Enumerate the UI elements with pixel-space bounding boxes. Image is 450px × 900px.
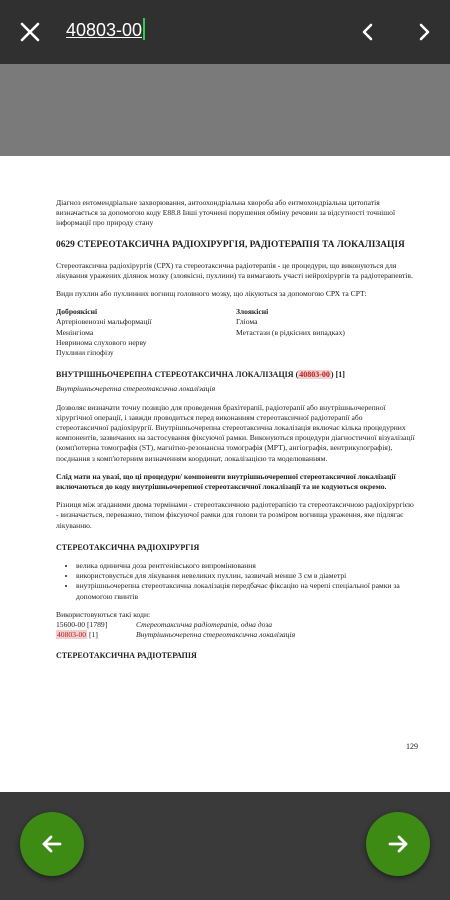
subsection-italic: Внутрішньочерепна стереотаксична локалізація — [56, 384, 216, 394]
column-header: Доброякісні — [56, 307, 98, 317]
paragraph: Стереотаксична радіохірургія (СРХ) та стереотаксична радіотерапія - це процедури, що виконуються для лікування уражених ділянок мозку (злоякісні, пухлини) та вимагають участі нейрохірургів та радіотерапевтів. — [56, 260, 413, 280]
previous-match-button[interactable] — [354, 18, 382, 46]
list-item: Артеріовенозні мальформації — [56, 317, 152, 327]
previous-page-button[interactable] — [20, 812, 84, 876]
paragraph: Дозволяє визначати точну позицію для проведення брахітерапії, радіотерапії або внутрішньочерепної хірургічної операції, і завжди проводиться перед виконанням стереотаксичної радіотерапії або стереотаксичної радіохірургії. Внутрішньочерепна стереотаксична локалізація включає кілька процедурних компонентів, зазвичаних на застосування фіксуючої рамки. Виконуються процедури діагностичної візуалізації (комп'ютерна томографія (ST), магнітно-резонансна томографія (МРТ), ангіографія, вентрикулографія), поєднання з комп'ютерним визначенням координат, локалізацією та моделюванням. — [56, 402, 415, 463]
list-item: Менінгіома — [56, 327, 94, 337]
codes-label: Використовуються такі коди: — [56, 609, 151, 619]
page-navigation-bar — [0, 792, 450, 900]
bullet-list — [76, 561, 416, 602]
close-button[interactable] — [14, 16, 46, 48]
note-paragraph: Слід мати на увазі, що ці процедури/ компоненти внутрішньочерепної стереотаксичної локалізації включаються до коду внутрішньочерепної стереотаксичної локалізації та не кодуються окремо. — [56, 471, 396, 492]
bullet-item: • внутрішньочерепна стереотаксична локалізація передбачає фіксацію на черепі спеціальної рамки за допомогою гвинтів — [76, 581, 416, 601]
bullet-item: • використовується для лікування невеликих пухлин, зазвичай менше 3 см в діаметрі — [76, 571, 416, 581]
paragraph: Різниця між згаданими двома термінами - стереотаксичною радіотерапією та стереотаксичною радіохірургією - визначається, переважно, типом фіксуючої рамки для голови та розміром вогнища ураження, яке підлягає лікуванню. — [56, 500, 414, 530]
document-content — [56, 198, 416, 669]
tumor-types-table — [56, 307, 416, 358]
code-description: Внутрішньочерепна стереотаксична локалізація — [136, 630, 296, 640]
code-cell: 15600-00 [1789] — [56, 620, 108, 630]
find-toolbar — [0, 0, 450, 64]
malignant-column — [236, 307, 416, 358]
code-description: Стереотаксична радіотерапія, одна доза — [136, 620, 273, 630]
code-ref: [1] — [335, 370, 345, 380]
list-item: Невринома слухового нерву — [56, 337, 147, 347]
radiosurgery-heading: СТЕРЕОТАКСИЧНА РАДІОХІРУРГІЯ — [56, 542, 200, 552]
subsection-heading: ВНУТРІШНЬОЧЕРЕПНА СТЕРЕОТАКСИЧНА ЛОКАЛІЗАЦІЯ (40803-00) [1] — [56, 370, 345, 380]
search-input-value: 40803-00 — [66, 20, 143, 40]
text-caret — [143, 18, 145, 40]
viewer-background — [0, 64, 450, 156]
arrow-right-icon — [384, 830, 412, 858]
search-highlight: 40803-00 — [299, 370, 330, 380]
subsection-title: ВНУТРІШНЬОЧЕРЕПНА СТЕРЕОТАКСИЧНА ЛОКАЛІЗАЦІЯ — [56, 370, 294, 380]
code-cell — [56, 630, 136, 640]
arrow-left-icon — [38, 830, 66, 858]
close-icon — [14, 16, 46, 48]
page-number: 129 — [406, 742, 418, 751]
next-page-button[interactable] — [366, 812, 430, 876]
chevron-left-icon — [354, 18, 382, 46]
next-match-button[interactable] — [410, 18, 438, 46]
column-header: Злоякісні — [236, 307, 269, 317]
list-item: Пухлини гіпофізу — [56, 348, 114, 358]
chevron-right-icon — [410, 18, 438, 46]
section-title: 0629 СТЕРЕОТАКСИЧНА РАДІОХІРУРГІЯ, РАДІОТЕРАПІЯ ТА ЛОКАЛІЗАЦІЯ — [56, 239, 405, 250]
document-page[interactable] — [0, 156, 450, 792]
search-input[interactable] — [66, 18, 216, 48]
search-highlight: 40803-00 — [57, 630, 87, 640]
list-item: Гліома — [236, 317, 258, 327]
radiotherapy-heading: СТЕРЕОТАКСИЧНА РАДІОТЕРАПІЯ — [56, 650, 197, 660]
intro-paragraph: Діагноз ентомендріальне захворювання, антоохондріальна хвороба або ентмохондріальна цитопатія визначається за допомогою коду E88.8 Інші уточнені порушення обміну речовин за відсутності точнішої інформації про природу стану — [56, 198, 396, 228]
code-ref: [1] — [89, 630, 98, 640]
bullet-item: • велика одинична доза рентгенівського випромінювання — [76, 561, 416, 571]
paragraph: Види пухлин або пухлинних вогнищ головного мозку, що лікуються за допомогою СРХ та СРТ: — [56, 289, 367, 299]
list-item: Метастази (в рідкісних випадках) — [236, 327, 345, 337]
benign-column — [56, 307, 236, 358]
codes-table — [56, 620, 416, 640]
